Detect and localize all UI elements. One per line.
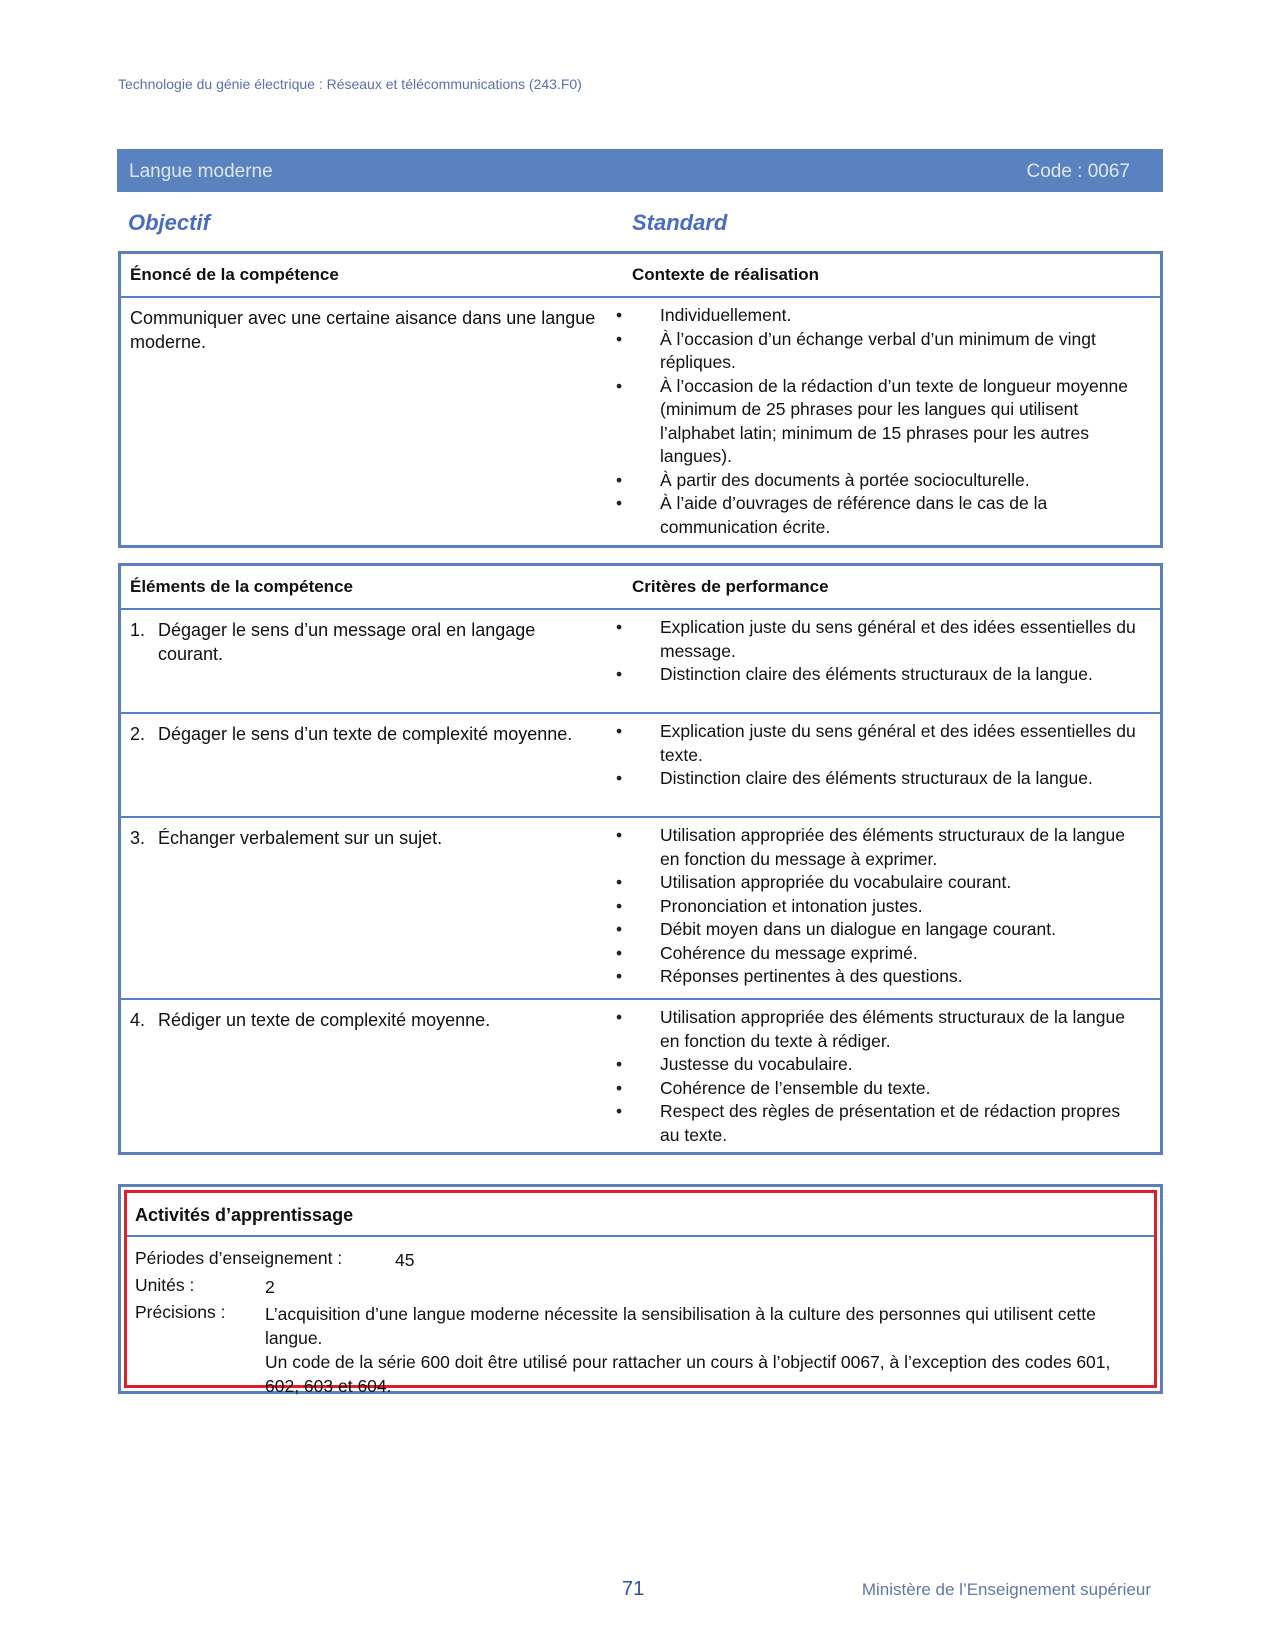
- element-description: Échanger verbalement sur un sujet.: [158, 828, 443, 848]
- element-number: 1.: [130, 620, 146, 640]
- criterion-item: • Débit moyen dans un dialogue en langage courant.: [616, 918, 1136, 942]
- criterion-item: • Utilisation appropriée des éléments structuraux de la langue en fonction du texte à rédiger.: [616, 1006, 1136, 1053]
- criterion-item: • Justesse du vocabulaire.: [616, 1053, 1136, 1077]
- activities-highlight: [124, 1190, 1157, 1396]
- competence-head-right: Contexte de réalisation: [632, 265, 820, 284]
- criterion-item: • Respect des règles de présentation et de rédaction propres au texte.: [616, 1100, 1136, 1147]
- precisions-label: Précisions :: [135, 1302, 226, 1322]
- element-description: Dégager le sens d’un message oral en langage courant.: [158, 620, 536, 664]
- element-number: 2.: [130, 724, 146, 744]
- periods-value: 45: [395, 1250, 415, 1270]
- criterion-item: • Cohérence de l’ensemble du texte.: [616, 1077, 1136, 1101]
- element-row-4: [121, 1000, 1160, 1154]
- elements-head-right: Critères de performance: [632, 577, 829, 596]
- units-value: 2: [265, 1277, 275, 1297]
- criterion-item: • Explication juste du sens général et des idées essentielles du texte.: [616, 720, 1136, 767]
- criterion-item: • Réponses pertinentes à des questions.: [616, 965, 1136, 989]
- objectif-heading: Objectif: [128, 210, 210, 235]
- title-bar: [117, 149, 1163, 192]
- course-title: Langue moderne: [129, 161, 273, 182]
- element-row-2: [121, 714, 1160, 818]
- elements-head-left: Éléments de la compétence: [130, 577, 353, 596]
- context-item: • À l’aide d’ouvrages de référence dans le cas de la communication écrite.: [616, 492, 1136, 539]
- elements-box: [118, 563, 1163, 1155]
- criteria-list: [616, 824, 1136, 989]
- competence-box: [118, 251, 1163, 548]
- competence-row: [121, 298, 1160, 546]
- running-header: Technologie du génie électrique : Réseaux et télécommunications (243.F0): [118, 76, 582, 92]
- competence-box-header: [121, 254, 1160, 298]
- element-row-1: [121, 610, 1160, 714]
- criteria-list: [616, 1006, 1136, 1147]
- context-item: • Individuellement.: [616, 304, 1136, 328]
- page-number: 71: [622, 1578, 645, 1600]
- ministry-footer: Ministère de l’Enseignement supérieur: [861, 1580, 1151, 1599]
- precisions-text: [265, 1302, 1135, 1398]
- units-label: Unités :: [135, 1275, 195, 1295]
- criterion-item: • Distinction claire des éléments structuraux de la langue.: [616, 767, 1136, 791]
- standard-heading: Standard: [632, 210, 728, 235]
- element-text: [130, 826, 600, 850]
- periods-label: Périodes d’enseignement :: [135, 1248, 343, 1268]
- element-number: 4.: [130, 1010, 146, 1030]
- activities-divider: [127, 1235, 1154, 1237]
- competence-statement: [130, 306, 600, 354]
- criterion-item: • Prononciation et intonation justes.: [616, 895, 1136, 919]
- criterion-item: • Utilisation appropriée du vocabulaire courant.: [616, 871, 1136, 895]
- criterion-item: • Distinction claire des éléments structuraux de la langue.: [616, 663, 1136, 687]
- activities-title: Activités d’apprentissage: [135, 1205, 354, 1225]
- element-row-3: [121, 818, 1160, 1000]
- context-item: • À l’occasion d’un échange verbal d’un minimum de vingt répliques.: [616, 328, 1136, 375]
- element-number: 3.: [130, 828, 146, 848]
- context-list: [616, 304, 1136, 539]
- criterion-item: • Utilisation appropriée des éléments structuraux de la langue en fonction du message à exprimer.: [616, 824, 1136, 871]
- element-text: [130, 722, 600, 746]
- criterion-item: • Cohérence du message exprimé.: [616, 942, 1136, 966]
- precisions-paragraph: L’acquisition d’une langue moderne nécessite la sensibilisation à la culture des personnes qui utilisent cette langue.: [265, 1304, 1096, 1348]
- activities-box: [118, 1184, 1163, 1394]
- competence-head-left: Énoncé de la compétence: [130, 265, 339, 284]
- precisions-paragraph: Un code de la série 600 doit être utilisé pour rattacher un cours à l’objectif 0067, à l’exception des codes 601, 602, 603 et 604.: [265, 1352, 1111, 1396]
- element-text: [130, 1008, 600, 1032]
- context-item: • À l’occasion de la rédaction d’un texte de longueur moyenne (minimum de 25 phrases pour les langues qui utilisent l’alphabet latin; minimum de 15 phrases pour les autres langues).: [616, 375, 1136, 469]
- criteria-list: [616, 616, 1136, 687]
- criteria-list: [616, 720, 1136, 791]
- elements-box-header: [121, 566, 1160, 610]
- competence-statement-text: Communiquer avec une certaine aisance dans une langue moderne.: [130, 308, 596, 352]
- course-code: Code : 0067: [1026, 161, 1130, 182]
- context-item: • À partir des documents à portée socioculturelle.: [616, 469, 1136, 493]
- element-text: [130, 618, 600, 666]
- criterion-item: • Explication juste du sens général et des idées essentielles du message.: [616, 616, 1136, 663]
- element-description: Rédiger un texte de complexité moyenne.: [158, 1010, 491, 1030]
- element-description: Dégager le sens d’un texte de complexité moyenne.: [158, 724, 573, 744]
